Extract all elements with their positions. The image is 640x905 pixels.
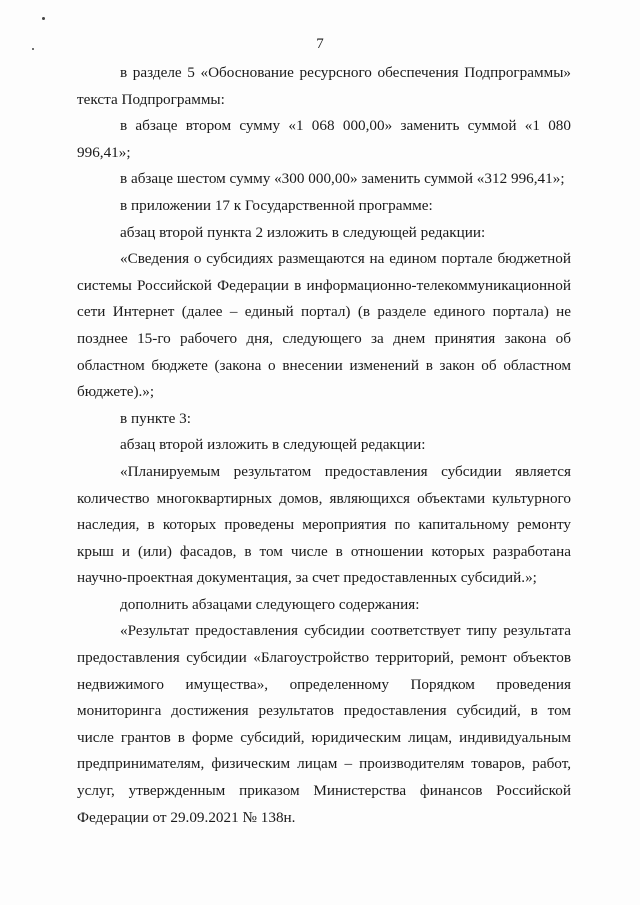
- scan-speck: [42, 17, 45, 20]
- paragraph: абзац второй изложить в следующей редакции:: [120, 436, 426, 454]
- paragraph: «Результат предоставления субсидии соответствует типу результата предоставления субсидии «Благоустройство территорий, ремонт объектов недвижимого имущества», определенному Порядком проведения мониторинга достижения результатов предоставления субсидий, в том числе грантов в форме субсидий, юридическим лицам, индивидуальным предпринимателям, физическим лицам – производителям товаров, работ, услуг, утвержденным приказом Министерства финансов Российской Федерации от 29.09.2021 № 138н.: [77, 622, 571, 826]
- paragraph: «Планируемым результатом предоставления субсидии является количество многоквартирных домов, являющихся объектами культурного наследия, в которых проведены мероприятия по капитальному ремонту крыш и (или) фасадов, в том числе в отношении которых разработана научно-проектная документация, за счет предоставленных субсидий.»;: [77, 462, 571, 587]
- paragraph: в разделе 5 «Обоснование ресурсного обеспечения Подпрограммы» текста Подпрограммы:: [77, 64, 571, 108]
- paragraph: в пункте 3:: [120, 409, 191, 427]
- paragraph: «Сведения о субсидиях размещаются на едином портале бюджетной системы Российской Федерации в информационно-телекоммуникационной сети Интернет (далее – единый портал) (в разделе единого портала) не позднее 15-го рабочего дня, следующего за днем принятия закона об областном бюджете (закона о внесении изменений в закон об областном бюджете).»;: [77, 250, 571, 401]
- paragraph: абзац второй пункта 2 изложить в следующей редакции:: [120, 223, 486, 241]
- paragraph: в приложении 17 к Государственной программе:: [120, 196, 433, 214]
- paragraph: в абзаце втором сумму «1 068 000,00» заменить суммой «1 080 996,41»;: [77, 117, 571, 161]
- paragraph: в абзаце шестом сумму «300 000,00» заменить суммой «312 996,41»;: [120, 170, 565, 188]
- paragraph: дополнить абзацами следующего содержания:: [120, 595, 420, 613]
- page-number: 7: [316, 36, 324, 52]
- document-body: [77, 60, 571, 831]
